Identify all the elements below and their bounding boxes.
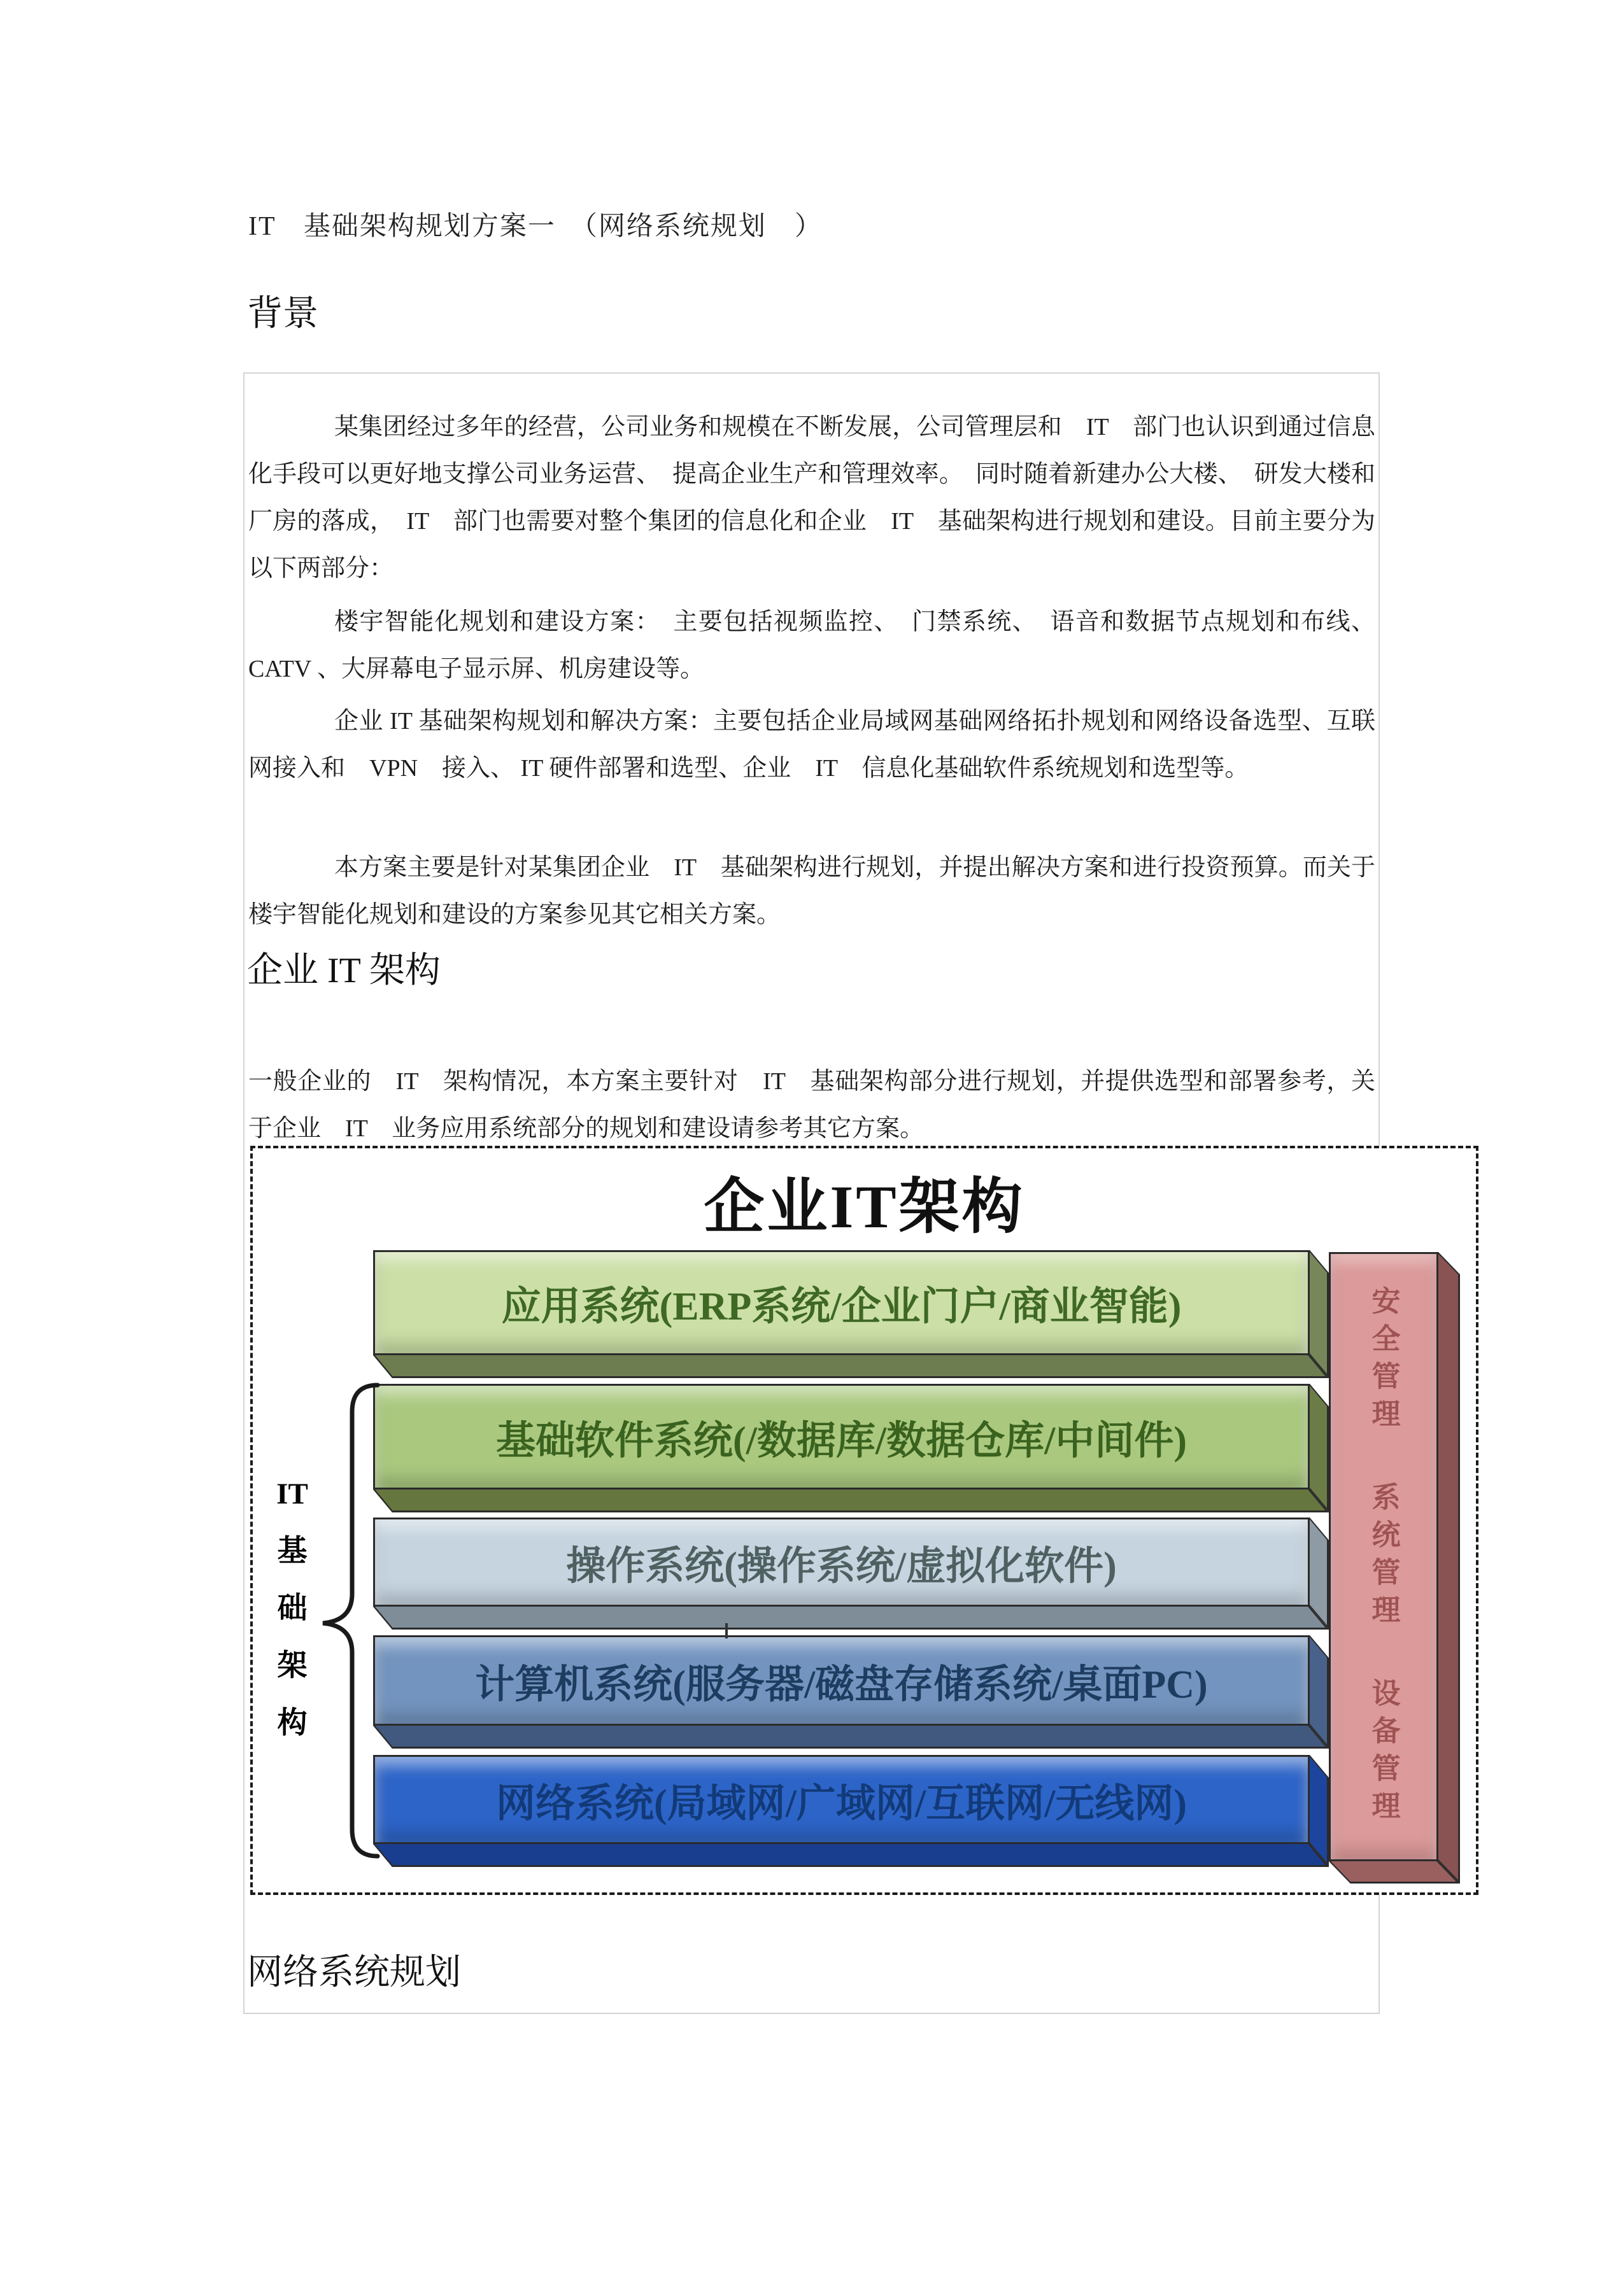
diagram-layer-application bbox=[373, 1250, 1310, 1355]
management-face bbox=[1329, 1252, 1438, 1861]
layer-face bbox=[373, 1755, 1310, 1844]
side-label-char: 础 bbox=[277, 1592, 308, 1625]
layer-label: 网络系统(局域网/广域网/互联网/无线网) bbox=[496, 1782, 1187, 1826]
paragraph-general-architecture: 一般企业的 IT 架构情况，本方案主要针对 IT 基础架构部分进行规划，并提供选型和部署参考，关于企业 IT 业务应用系统部分的规划和建设请参考其它方案。 bbox=[248, 1068, 1375, 1142]
layer-3d-bottom bbox=[373, 1355, 1329, 1378]
heading-enterprise-it: 企业 IT 架构 bbox=[247, 951, 441, 990]
management-sidebar bbox=[1329, 1252, 1438, 1861]
it-infrastructure-label bbox=[264, 1465, 320, 1752]
heading-background: 背景 bbox=[247, 294, 318, 334]
layer-face bbox=[373, 1635, 1310, 1726]
management-label-system: 系统管理 bbox=[1367, 1481, 1400, 1632]
layer-label: 应用系统(ERP系统/企业门户/商业智能) bbox=[501, 1285, 1182, 1328]
side-label-char: 架 bbox=[277, 1649, 308, 1682]
layer-face bbox=[373, 1250, 1310, 1355]
enterprise-it-architecture-diagram bbox=[250, 1146, 1478, 1895]
side-label-char: IT bbox=[276, 1477, 308, 1511]
connector-line bbox=[725, 1623, 728, 1638]
document-title: IT 基础架构规划方案一 （网络系统规划 ） bbox=[248, 212, 823, 241]
layer-face bbox=[373, 1518, 1310, 1607]
paragraph-scope: 本方案主要是针对某集团企业 IT 基础架构进行规划，并提出解决方案和进行投资预算。而关于楼宇智能化规划和建设的方案参见其它相关方案。 bbox=[248, 854, 1375, 928]
paragraph-building-intelligence: 楼宇智能化规划和建设方案： 主要包括视频监控、 门禁系统、 语音和数据节点规划和布线、 CATV 、大屏幕电子显示屏、机房建设等。 bbox=[248, 609, 1375, 682]
layer-label: 基础软件系统(/数据库/数据仓库/中间件) bbox=[496, 1419, 1187, 1463]
diagram-layer-network-system bbox=[373, 1755, 1310, 1844]
layer-3d-bottom bbox=[373, 1490, 1329, 1512]
layer-face bbox=[373, 1384, 1310, 1490]
diagram-title: 企业IT架构 bbox=[704, 1173, 1025, 1241]
layer-3d-bottom bbox=[373, 1844, 1329, 1867]
management-3d-bottom bbox=[1329, 1861, 1460, 1884]
side-label-char: 构 bbox=[277, 1707, 308, 1740]
management-3d-side bbox=[1438, 1252, 1460, 1884]
diagram-layer-computer-system bbox=[373, 1635, 1310, 1726]
management-label-device: 设备管理 bbox=[1367, 1677, 1400, 1828]
paragraph-intro: 某集团经过多年的经营，公司业务和规模在不断发展，公司管理层和 IT 部门也认识到通过信息化手段可以更好地支撑公司业务运营、 提高企业生产和管理效率。 同时随着新建办公大楼、 研发大楼和厂房的落成， IT 部门也需要对整个集团的信息化和企业 IT 基础架构进行规划和建设。目前主要分为以下两部分： bbox=[248, 414, 1375, 582]
management-label-security: 安全管理 bbox=[1367, 1285, 1400, 1436]
heading-network-planning: 网络系统规划 bbox=[247, 1953, 461, 1992]
side-label-char: 基 bbox=[277, 1535, 308, 1568]
layer-label: 计算机系统(服务器/磁盘存储系统/桌面PC) bbox=[475, 1663, 1208, 1707]
layer-3d-bottom bbox=[373, 1726, 1329, 1749]
paragraph-it-infrastructure: 企业 IT 基础架构规划和解决方案：主要包括企业局域网基础网络拓扑规划和网络设备选型、互联网接入和 VPN 接入、 IT 硬件部署和选型、企业 IT 信息化基础软件系统规划和选型等。 bbox=[248, 708, 1375, 782]
layer-label: 操作系统(操作系统/虚拟化软件) bbox=[566, 1544, 1117, 1588]
diagram-layer-basic-software bbox=[373, 1384, 1310, 1490]
diagram-layer-operating-system bbox=[373, 1518, 1310, 1607]
layer-3d-bottom bbox=[373, 1607, 1329, 1630]
